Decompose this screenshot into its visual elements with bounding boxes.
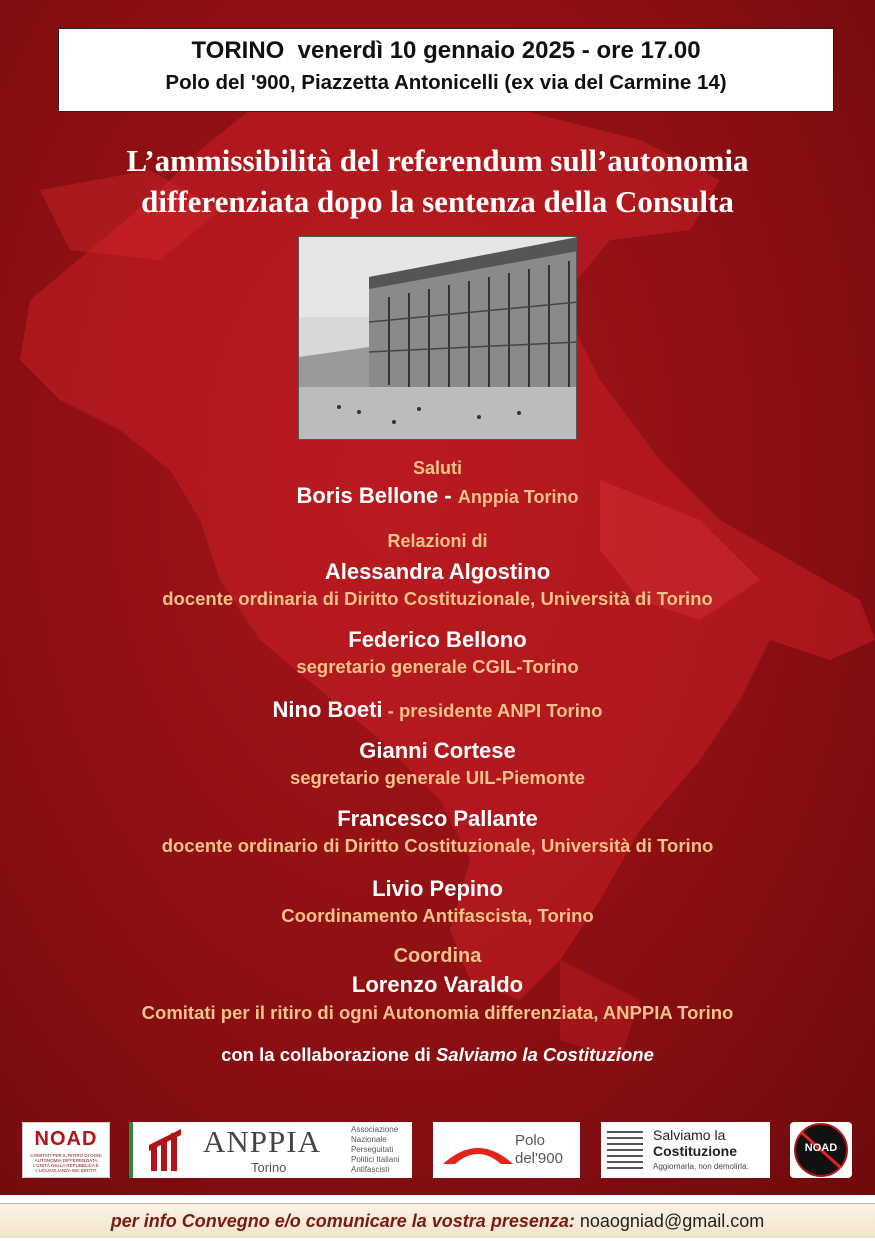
speaker-role: segretario generale CGIL-Torino (296, 656, 579, 677)
logo-strip (0, 1118, 875, 1180)
event-venue: Polo del '900, Piazzetta Antonicelli (ex via del Carmine 14) (165, 71, 727, 94)
event-title (0, 140, 875, 222)
speaker-name: Livio Pepino (372, 876, 503, 901)
speaker (0, 557, 875, 611)
noad-logo: NOAD COMITATI PER IL RITIRO DI OGNI AUTONOMIA DIFFERENZIATA L'UNITÀ DELLA REPUBBLICA E L'UGUAGLIANZA DEI DIRITTI (22, 1122, 110, 1178)
collaboration-line (0, 1042, 875, 1068)
speaker-role: docente ordinaria di Diritto Costituzionale, Università di Torino (162, 588, 713, 609)
anppia-logo: ANPPIA Torino Associazione Nazionale Perseguitati Politici Italiani Antifascisti (129, 1122, 412, 1178)
footer-info-label: per info Convegno e/o comunicare la vostra presenza: (110, 1211, 580, 1231)
speaker-name: Federico Bellono (348, 627, 527, 652)
speaker-role: Coordinamento Antifascista, Torino (281, 905, 594, 926)
speaker-name: Nino Boeti (272, 697, 383, 722)
anppia-description: Associazione Nazionale Perseguitati Politici Italiani Antifascisti (351, 1125, 400, 1174)
speaker-name: Alessandra Algostino (324, 559, 551, 584)
speaker (0, 804, 875, 858)
coordina-label: Coordina (393, 945, 482, 967)
speaker (0, 693, 875, 730)
footer-info-bar (0, 1203, 875, 1238)
salviamo-lines-icon (607, 1128, 647, 1172)
speaker (0, 625, 875, 679)
contact-email-link[interactable]: noaogniad@gmail.com (579, 1211, 765, 1231)
speaker-role: segretario generale UIL-Piemonte (289, 767, 586, 788)
speaker (0, 736, 875, 790)
saluti-label: Saluti (412, 458, 462, 478)
saluti-org: Anppia Torino (457, 487, 579, 507)
program (0, 456, 875, 1068)
speaker (0, 874, 875, 928)
event-datetime: TORINO venerdì 10 gennaio 2025 - ore 17.00 (191, 37, 701, 64)
palazzo-engraving-image (298, 236, 577, 440)
event-title-line1: L’ammissibilità del referendum sull’autonomia (126, 143, 749, 178)
speaker-role: - presidente ANPI Torino (382, 700, 603, 721)
footer (0, 1195, 875, 1241)
saluti-row (0, 480, 875, 515)
polo-900-logo: Polo del'900 (433, 1122, 580, 1178)
event-date-box (58, 28, 834, 112)
speaker-name: Gianni Cortese (359, 738, 516, 763)
collaboration-prefix: con la collaborazione di (221, 1044, 436, 1065)
speaker-role: docente ordinario di Diritto Costituzionale, Università di Torino (161, 835, 714, 856)
coordina-name: Lorenzo Varaldo (351, 972, 524, 997)
noad-round-logo: NOAD (790, 1122, 852, 1178)
anppia-emblem-icon (145, 1125, 185, 1175)
event-title-line2: differenziata dopo la sentenza della Consulta (141, 184, 734, 219)
relazioni-label: Relazioni di (387, 531, 488, 551)
coordina-role: Comitati per il ritiro di ogni Autonomia differenziata, ANPPIA Torino (141, 1002, 734, 1023)
speaker-name: Francesco Pallante (337, 806, 538, 831)
salviamo-costituzione-logo: Salviamo la Costituzione Aggiornarla, non demolirla. (601, 1122, 770, 1178)
collaboration-partner: Salviamo la Costituzione (435, 1044, 654, 1065)
saluti-name: Boris Bellone - (296, 483, 458, 508)
polo-arc-icon (443, 1136, 513, 1166)
